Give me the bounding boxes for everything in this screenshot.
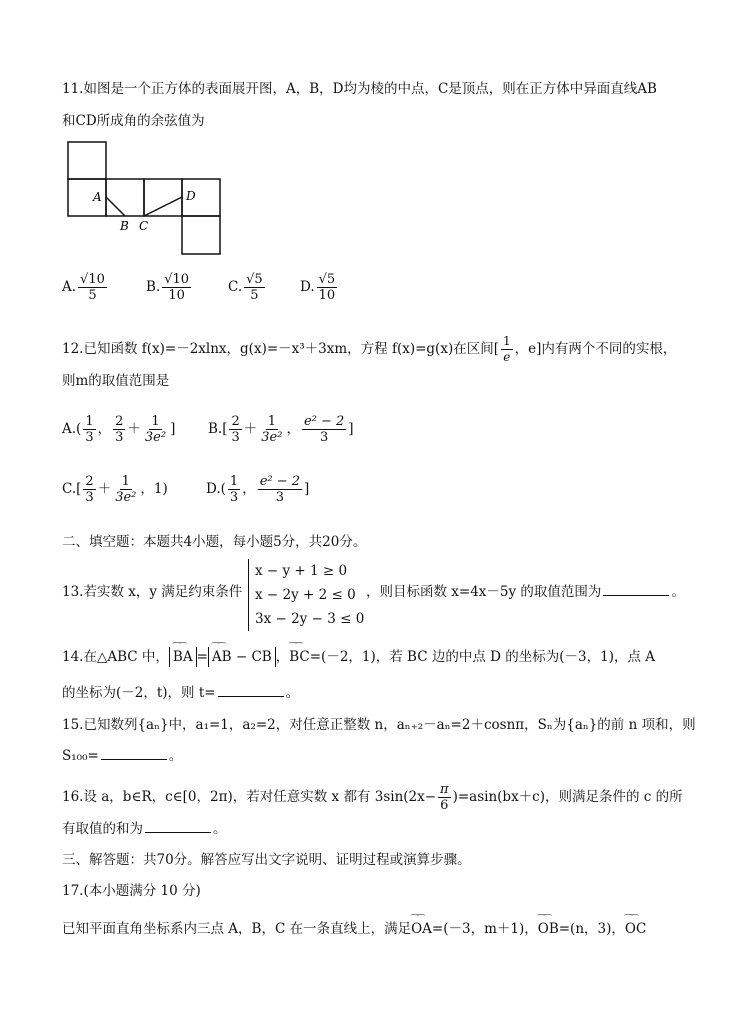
numerator: 1 <box>121 474 130 489</box>
q11-option-d <box>300 272 339 303</box>
option-key: C.[ <box>62 481 82 497</box>
plus-sign: ＋ <box>127 421 141 437</box>
label-B: B <box>120 219 129 233</box>
q11-line1: 11.如图是一个正方体的表面展开图，A，B，D均为棱的中点，C是顶点，则在正方体中异面直线AB <box>62 81 657 97</box>
net-square-top <box>68 142 106 179</box>
option-key: A. <box>62 279 77 295</box>
q16-text-a: 16.设 a，b∈R，c∈[0，2π)，若对任意实数 x 都有 3sin(2x− <box>62 789 437 805</box>
period: 。 <box>168 748 183 764</box>
section-2-heading: 二、填空题：本题共4小题，每小题5分，共20分。 <box>62 534 367 550</box>
constraint-3: 3x − 2y − 3 ≤ 0 <box>255 611 365 627</box>
q17-text-c: =(n，3)， <box>558 921 625 937</box>
q14-text-line2: 的坐标为(－2，t)，则 t= <box>62 685 216 701</box>
denominator: 5 <box>250 288 259 303</box>
bracket: ] <box>348 421 354 437</box>
denominator: 3 <box>275 490 284 505</box>
q14-text-c: =(－2，1)，若 BC 边的中点 D 的坐标为(－3，1)，点 A <box>309 649 655 665</box>
vector-BA: ⁀⁀ BA <box>173 648 193 666</box>
plus-sign: ＋ <box>243 421 258 437</box>
option-key: B. <box>146 279 161 295</box>
denominator: 3 <box>231 430 240 445</box>
separator: ， <box>286 421 300 437</box>
q16-text-line2: 有取值的和为 <box>62 821 143 837</box>
denominator: 3e² <box>261 430 283 445</box>
q17-text-a: 已知平面直角坐标系内三点 A，B，C 在一条直线上，满足 <box>62 921 412 937</box>
label-C: C <box>139 219 149 233</box>
vector-BC: ⁀⁀ BC <box>289 648 310 666</box>
period: 。 <box>285 685 300 701</box>
answer-blank <box>101 747 167 760</box>
constraint-2: x − 2y + 2 ≤ 0 <box>255 587 356 603</box>
denominator: e <box>503 350 511 364</box>
q12-option-c <box>62 474 168 505</box>
numerator: √10 <box>164 272 190 287</box>
bracket: ，1) <box>140 481 168 497</box>
denominator: 3 <box>85 490 94 505</box>
section-3-heading: 三、解答题：共70分。解答应写出文字说明、证明过程或演算步骤。 <box>62 852 471 868</box>
net-square-bottom <box>182 216 220 254</box>
option-key: C. <box>228 279 243 295</box>
denominator: 3 <box>85 430 94 445</box>
q17-heading: 17.(本小题满分 10 分) <box>62 883 201 899</box>
q16-line2 <box>62 820 227 838</box>
denominator: 3 <box>115 430 124 445</box>
bracket: ] <box>170 421 176 437</box>
numerator: 2 <box>85 474 94 489</box>
segment-AB <box>106 197 125 216</box>
q15-line1: 15.已知数列{aₙ}中，a₁=1，a₂=2，对任意正整数 n，aₙ₊₂－aₙ=2＋cosnπ，Sₙ为{aₙ}的前 n 项和，则 <box>62 717 696 733</box>
option-key: B.[ <box>208 421 228 437</box>
q12-option-d <box>206 474 309 505</box>
numerator: e² − 2 <box>259 474 301 489</box>
q14-line1 <box>62 648 655 666</box>
separator: ， <box>242 481 256 497</box>
net-square-3 <box>144 179 182 216</box>
denominator: 3 <box>319 430 329 445</box>
numerator: √5 <box>318 272 336 287</box>
numerator: π <box>440 782 449 797</box>
answer-blank <box>145 820 211 833</box>
label-D: D <box>186 189 196 203</box>
numerator: 1 <box>502 334 511 348</box>
q15-text-line2: S₁₀₀= <box>62 748 99 764</box>
net-square-2 <box>106 179 144 216</box>
q13-text: ，则目标函数 x=4x－5y 的取值范围为 <box>366 584 602 600</box>
vector-OA: ⁀⁀ OA <box>411 920 432 938</box>
q11-option-b <box>146 272 193 303</box>
denominator: 10 <box>318 288 336 303</box>
numerator: 1 <box>151 414 160 429</box>
denominator: 3e² <box>144 430 167 445</box>
q13-constraint-system <box>248 559 364 631</box>
vector-OB: ⁀⁀ OB <box>538 920 559 938</box>
denominator: 10 <box>168 288 185 303</box>
equals: = <box>196 649 208 665</box>
numerator: 1 <box>85 414 94 429</box>
period: 。 <box>671 584 685 600</box>
q14-text-a: 14.在△ABC 中， <box>62 649 169 665</box>
period: 。 <box>213 821 227 837</box>
denominator: 5 <box>88 288 97 303</box>
q15-line2 <box>62 747 182 765</box>
option-key: D.( <box>206 481 226 497</box>
vector-AB-CB: ⁀⁀ AB − CB <box>212 648 272 666</box>
q12-option-b <box>208 414 354 445</box>
comma: ， <box>275 649 290 665</box>
q16-line1 <box>62 782 683 813</box>
q16-text-b: )=asin(bx＋c)，则满足条件的 c 的所 <box>452 789 683 805</box>
q12-text-a: 12.已知函数 f(x)=－2xlnx，g(x)=－x³＋3xm，方程 f(x)=g(x)在区间[ <box>62 341 499 357</box>
numerator: 1 <box>267 414 276 429</box>
numerator: 2 <box>115 414 124 429</box>
numerator: 1 <box>229 474 239 489</box>
q13-prefix: 13.若实数 x，y 满足约束条件 <box>62 584 243 600</box>
option-key: A.( <box>62 421 82 437</box>
q12-option-a <box>62 414 175 445</box>
abs-BA <box>169 647 197 667</box>
constraint-1: x − y + 1 ≥ 0 <box>255 563 348 579</box>
denominator: 3e² <box>115 490 137 505</box>
q12-text-b: ，e]内有两个不同的实根， <box>514 341 677 357</box>
label-A: A <box>93 190 102 204</box>
numerator: √5 <box>246 272 263 287</box>
numerator: 2 <box>231 414 240 429</box>
plus-sign: ＋ <box>97 481 112 497</box>
denominator: 6 <box>440 798 449 813</box>
q11-option-a <box>62 272 109 303</box>
vector-OC: ⁀⁀ OC <box>625 920 646 938</box>
answer-blank <box>603 583 669 596</box>
q11-option-c <box>228 272 267 303</box>
numerator: e² − 2 <box>303 414 345 429</box>
denominator: 3 <box>229 490 239 505</box>
segment-CD <box>144 197 182 216</box>
q13-suffix <box>366 583 685 601</box>
q12-line2: 则m的取值范围是 <box>62 373 170 389</box>
bracket: ] <box>304 481 310 497</box>
q17-text-b: =(－3，m＋1)， <box>431 921 538 937</box>
q14-line2 <box>62 684 299 702</box>
q12-line1 <box>62 334 676 365</box>
abs-AB-CB <box>208 647 276 667</box>
answer-blank <box>218 684 284 697</box>
option-key: D. <box>300 279 315 295</box>
separator: ， <box>97 421 112 437</box>
q11-line2: 和CD所成角的余弦值为 <box>62 113 205 129</box>
numerator: √10 <box>80 272 105 287</box>
q17-line1 <box>62 920 646 938</box>
